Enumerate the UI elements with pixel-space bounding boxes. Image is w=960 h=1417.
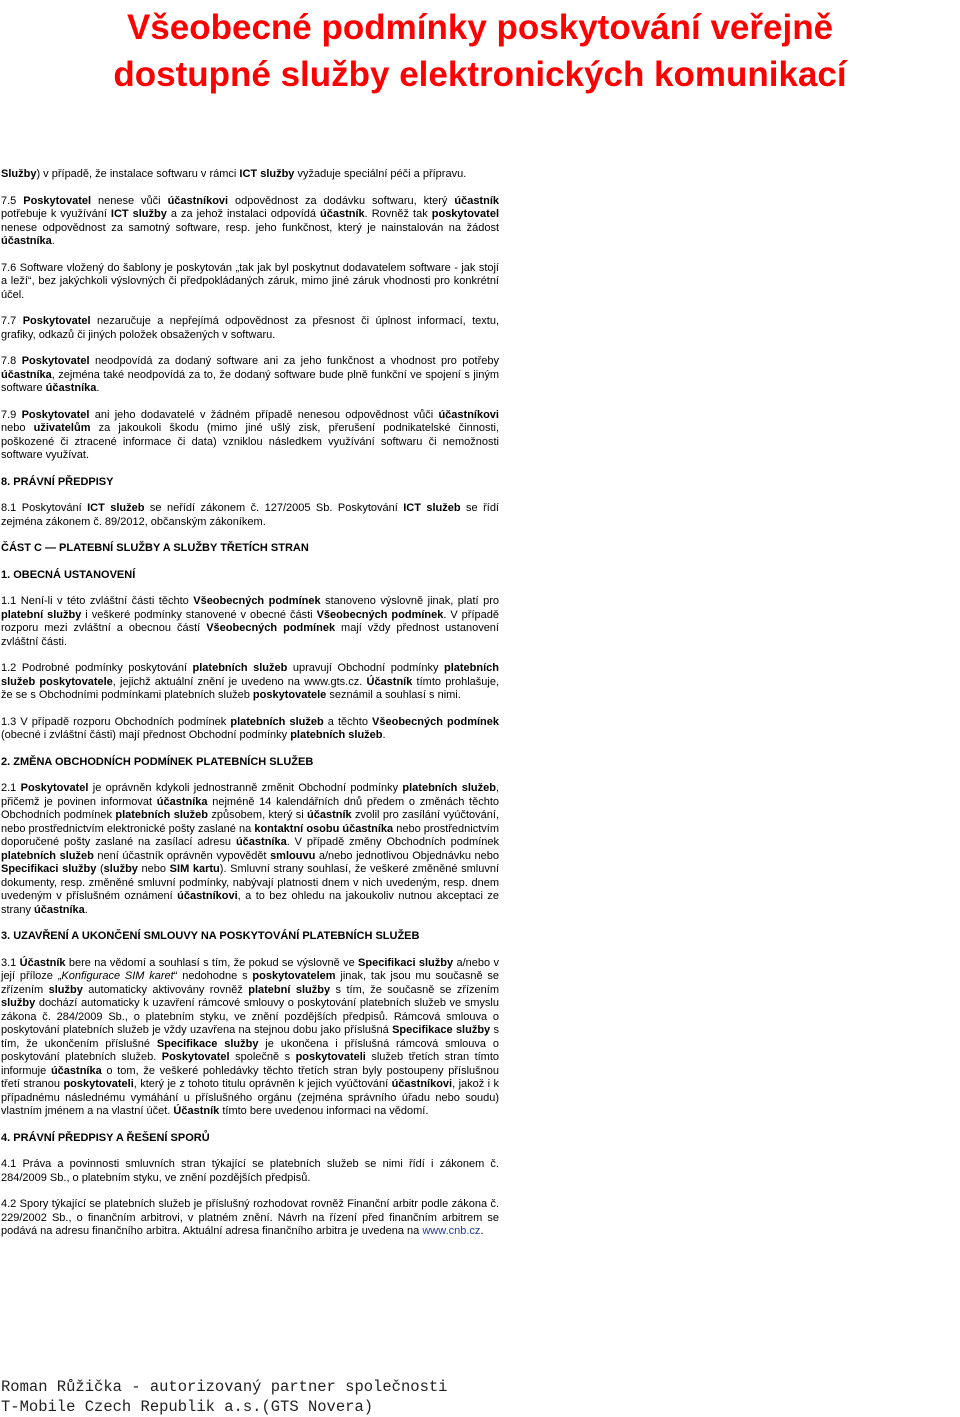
section-heading-1: 1. OBECNÁ USTANOVENÍ (1, 568, 136, 581)
paragraph-4-2: 4.2 Spory týkající se platebních služeb je příslušný rozhodovat rovněž Finanční arbitr podle zákona č. 229/2002 Sb., o finančním arbitrovi, v platném znění. Návrh na řízení před finančním arbitrem se podává na adresu finančního arbitra. Aktuální adresa finančního arbitra je uvedena na www.cnb.cz. (1, 1198, 499, 1237)
document-title (0, 0, 960, 98)
paragraph-1-3: 1.3 V případě rozporu Obchodních podmínek platebních služeb a těchto Všeobecných podmínek (obecné i zvláštní části) mají přednost Obchodní podmínky platebních služeb. (1, 715, 499, 741)
title-line-2: dostupné služby elektronických komunikací (113, 55, 847, 94)
paragraph-7-6: 7.6 Software vložený do šablony je poskytován „tak jak byl poskytnut dodavatelem software - jak stojí a leží“, bez jakýchkoli výslovných či předpokládaných záruk, mimo jiné záruk vhodnosti pro konkrétní účel. (1, 261, 499, 301)
paragraph-2-1: 2.1 Poskytovatel je oprávněn kdykoli jednostranně změnit Obchodní podmínky platebních služeb, přičemž je povinen informovat účastníka nejméně 14 kalendářních dnů předem o změnách těchto Obchodních podmínek platebních služeb způsobem, který si účastník zvolil pro zasílání vyúčtování, nebo prostřednictvím elektronické pošty zaslané na kontaktní osobu účastníka nebo prostřednictvím doporučené pošty zaslané na zasílací adresu účastníka. V případě změny Obchodních podmínek platebních služeb není účastník oprávněn vypovědět smlouvu a/nebo jednotlivou Objednávku nebo Specifikaci služby (služby nebo SIM kartu). Smluvní strany souhlasí, že veškeré změněné smluvní dokumenty, resp. změněné smluvní podmínky, nabývají platnosti dnem v nich uvedeným, resp. dnem uvedeným v příslušném oznámení účastníkovi, a to bez ohledu na jakoukoliv nutnou akceptaci ze strany účastníka. (1, 782, 499, 916)
section-heading-2: 2. ZMĚNA OBCHODNÍCH PODMÍNEK PLATEBNÍCH SLUŽEB (1, 755, 314, 768)
footer-line-1: Roman Růžička - autorizovaný partner společnosti (1, 1378, 448, 1396)
paragraph-3-1: 3.1 Účastník bere na vědomí a souhlasí s tím, že pokud se výslovně ve Specifikaci služby a/nebo v její příloze „Konfigurace SIM karet“ nedohodne s poskytovatelem jinak, tak jsou mu současně se zřízením služby automaticky aktivovány rovněž platební služby s tím, že současně se zřízením služby dochází automaticky k uzavření rámcové smlouvy o poskytování platebních služeb ve smyslu zákona č. 284/2009 Sb., o platebním styku, ve znění pozdějších předpisů. Rámcová smlouva o poskytování platebních služeb je vždy uzavřena na stejnou dobu jako příslušná Specifikace služby s tím, že ukončením příslušné Specifikace služby je ukončena i příslušná rámcová smlouva o poskytování platebních služeb. Poskytovatel společně s poskytovateli služeb třetích stran tímto informuje účastníka o tom, že veškeré pohledávky těchto třetích stran byly postoupeny příslušnou třetí stranou poskytovateli, který je z tohoto titulu oprávněn k jejich vyúčtování účastníkovi, jakož i k případnému následnému vymáhání u příslušného orgánu (zejména správního úřadu nebo soudu) vlastním jménem a na vlastní účet. Účastník tímto bere uvedenou informaci na vědomí. (1, 956, 500, 1117)
paragraph-7-9: 7.9 Poskytovatel ani jeho dodavatelé v žádném případě nenesou odpovědnost vůči účastníkovi nebo uživatelům za jakoukoli škodu (mimo jiné ušlý zisk, přerušení podnikatelské činnosti, poškozené či ztracené informace či data) vzniklou následkem využívání softwaru či nemožnosti software využívat. (1, 408, 499, 461)
paragraph-7-8: 7.8 Poskytovatel neodpovídá za dodaný software ani za jeho funkčnost a vhodnost pro potřeby účastníka, zejména také neodpovídá za to, že dodaný software bude plně funkční ve spojení s jiným software účastníka. (1, 355, 499, 394)
paragraph-7-5: 7.5 Poskytovatel nenese vůči účastníkovi odpovědnost za dodávku softwaru, který účastník potřebuje k využívání ICT služby a za jehož instalaci odpovídá účastník. Rovněž tak poskytovatel nenese odpovědnost za samotný software, resp. jeho funkčnost, který je nainstalován na žádost účastníka. (1, 194, 499, 247)
section-heading-8: 8. PRÁVNÍ PŘEDPISY (1, 475, 114, 488)
paragraph-7-7: 7.7 Poskytovatel nezaručuje a nepřejímá odpovědnost za přesnost či úplnost informací, textu, grafiky, odkazů či jiných položek obsažených v softwaru. (1, 315, 499, 341)
document-body (1, 168, 499, 1252)
paragraph-continuation: Služby) v případě, že instalace softwaru v rámci ICT služby vyžaduje speciální péči a přípravu. (1, 168, 467, 180)
footer-line-2: T-Mobile Czech Republik a.s.(GTS Novera) (1, 1397, 374, 1416)
title-line-1: Všeobecné podmínky poskytování veřejně (126, 8, 834, 47)
paragraph-1-2: 1.2 Podrobné podmínky poskytování platebních služeb upravují Obchodní podmínky platebních služeb poskytovatele, jejichž aktuální znění je uvedeno na www.gts.cz. Účastník tímto prohlašuje, že se s Obchodními podmínkami platebních služeb poskytovatele seznámil a souhlasí s nimi. (1, 662, 500, 701)
section-heading-4: 4. PRÁVNÍ PŘEDPISY A ŘEŠENÍ SPORŮ (1, 1131, 210, 1144)
section-heading-3: 3. UZAVŘENÍ A UKONČENÍ SMLOUVY NA POSKYTOVÁNÍ PLATEBNÍCH SLUŽEB (1, 930, 420, 942)
part-c-heading: ČÁST C — PLATEBNÍ SLUŽBY A SLUŽBY TŘETÍCH STRAN (1, 542, 309, 554)
paragraph-8-1: 8.1 Poskytování ICT služeb se neřídí zákonem č. 127/2005 Sb. Poskytování ICT služeb se řídí zejména zákonem č. 89/2012, občanským zákoníkem. (1, 502, 499, 528)
paragraph-1-1: 1.1 Není-li v této zvláštní části těchto Všeobecných podmínek stanoveno výslovně jinak, platí pro platební služby i veškeré podmínky stanovené v obecné části Všeobecných podmínek. V případě rozporu mezi zvláštní a obecnou částí Všeobecných podmínek mají vždy přednost ustanovení zvláštní části. (1, 595, 499, 648)
footer (1, 1378, 561, 1417)
paragraph-4-1: 4.1 Práva a povinnosti smluvních stran týkající se platebních služeb se nimi řídí i zákonem č. 284/2009 Sb., o platebním styku, ve znění pozdějších předpisů. (1, 1158, 499, 1184)
